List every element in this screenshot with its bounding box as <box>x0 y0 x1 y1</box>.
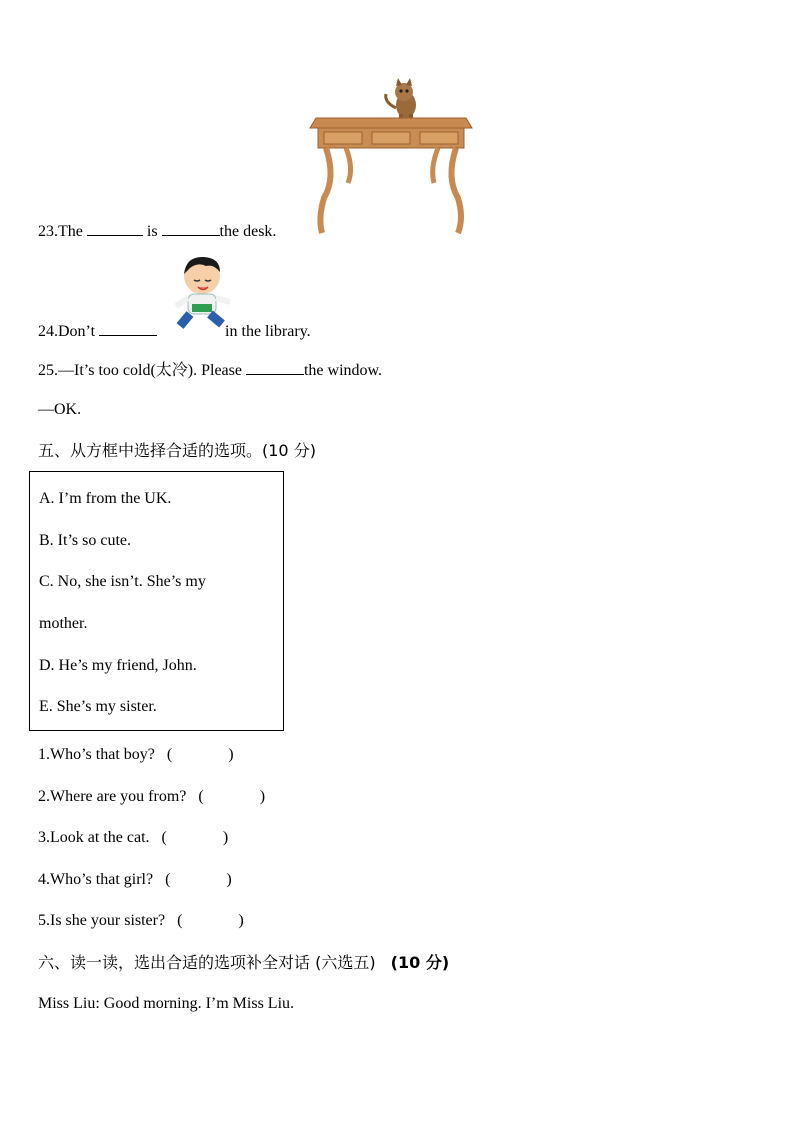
q23-mid: is <box>146 223 158 240</box>
boy-icon <box>176 257 230 326</box>
answer-5-close: ) <box>238 912 244 929</box>
question-2 <box>38 787 265 807</box>
question-24 <box>38 320 311 342</box>
question-5-text: 5.Is she your sister? <box>38 912 166 929</box>
question-3-text: 3.Look at the cat. <box>38 829 150 846</box>
question-5 <box>38 911 244 931</box>
q23-prefix: 23.The <box>38 223 83 240</box>
answer-3-close: ) <box>222 829 229 846</box>
option-c: C. No, she isn’t. She’s my <box>39 573 206 590</box>
question-1 <box>38 745 234 765</box>
question-25 <box>38 359 382 381</box>
answer-4-open: ( <box>165 871 171 888</box>
option-c-continued: mother. <box>39 615 88 632</box>
answer-1-close: ) <box>228 746 234 763</box>
dialogue-line-1: Miss Liu: Good morning. I’m Miss Liu. <box>38 995 295 1012</box>
option-a: A. I’m from the UK. <box>39 490 172 507</box>
answer-2-close: ) <box>259 788 266 805</box>
options-box <box>29 471 284 731</box>
answer-5-open: ( <box>177 912 183 929</box>
q23-blank-1[interactable] <box>87 220 143 236</box>
question-4-text: 4.Who’s that girl? <box>38 871 154 888</box>
section-6-title <box>38 953 449 973</box>
q24-suffix: in the library. <box>225 323 311 340</box>
answer-1-open: ( <box>166 746 173 763</box>
q24-blank[interactable] <box>99 320 157 336</box>
q23-blank-2[interactable] <box>162 220 220 236</box>
option-e: E. She’s my sister. <box>39 698 157 715</box>
section-6-score: (10 分) <box>390 953 450 972</box>
answer-3-open: ( <box>161 829 167 846</box>
q24-prefix: 24.Don’t <box>38 323 96 340</box>
option-d: D. He’s my friend, John. <box>39 657 197 674</box>
question-2-text: 2.Where are you from? <box>38 788 187 805</box>
question-4 <box>38 870 232 890</box>
answer-2-open: ( <box>198 788 204 805</box>
answer-4-close: ) <box>226 871 232 888</box>
desk-icon <box>310 118 472 233</box>
q25-text: 25.—It’s too cold(太冷). Please <box>38 362 242 379</box>
q23-suffix: the desk. <box>219 223 277 240</box>
q25-blank[interactable] <box>246 359 304 375</box>
question-3 <box>38 828 228 848</box>
q25-suffix: the window. <box>303 362 383 379</box>
question-1-text: 1.Who’s that boy? <box>38 746 155 763</box>
question-23 <box>38 220 276 242</box>
cat-icon <box>386 78 416 120</box>
section-5-title: 五、从方框中选择合适的选项。(10 分) <box>38 441 316 460</box>
section-6-title-text: 六、读一读，选出合适的选项补全对话 (六选五) <box>38 953 376 972</box>
q25-reply: —OK. <box>38 401 82 418</box>
desk-cat-illustration <box>306 78 476 238</box>
option-b: B. It’s so cute. <box>39 532 131 549</box>
